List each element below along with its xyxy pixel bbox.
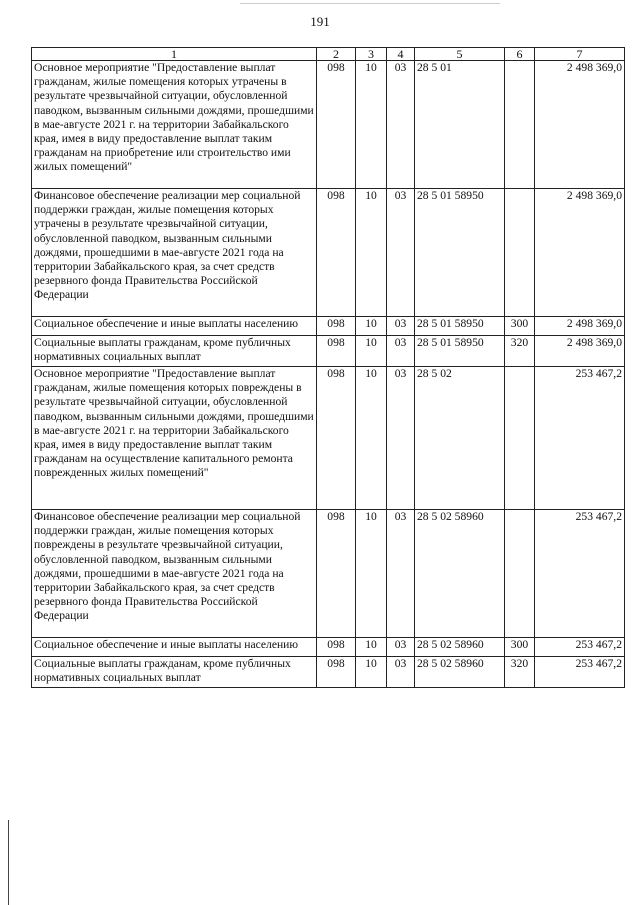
row-amount: 2 498 369,0 [535, 61, 625, 189]
table-row [32, 336, 625, 367]
row-ministry-code: 098 [317, 657, 356, 688]
row-name: Социальное обеспечение и иные выплаты населению [32, 638, 317, 657]
header-col-5: 5 [415, 48, 505, 61]
row-section-code: 10 [356, 367, 387, 510]
budget-table [31, 47, 625, 688]
table-row [32, 510, 625, 638]
row-section-code: 10 [356, 317, 387, 336]
row-section-code: 10 [356, 510, 387, 638]
row-expense-type [505, 189, 535, 317]
scan-edge-line [8, 820, 9, 905]
row-name: Основное мероприятие "Предоставление выплат гражданам, жилые помещения которых утрачены в результате чрезвычайной ситуации, обусловленной паводком, вызванным сильными дождями, прошедшими в мае-августе 2021 г. на территории Забайкальского края, имея в виду предоставление выплат таким гражданам на приобретение или строительство ими жилых помещений" [32, 61, 317, 189]
header-col-4: 4 [387, 48, 415, 61]
row-target-article: 28 5 01 58950 [415, 189, 505, 317]
row-expense-type [505, 510, 535, 638]
row-target-article: 28 5 01 58950 [415, 317, 505, 336]
table-row [32, 638, 625, 657]
row-expense-type: 300 [505, 317, 535, 336]
scan-artifact-line [240, 3, 500, 4]
table-row [32, 367, 625, 510]
row-name: Социальные выплаты гражданам, кроме публичных нормативных социальных выплат [32, 336, 317, 367]
row-ministry-code: 098 [317, 367, 356, 510]
row-target-article: 28 5 02 [415, 367, 505, 510]
row-amount: 253 467,2 [535, 657, 625, 688]
row-name: Социальные выплаты гражданам, кроме публичных нормативных социальных выплат [32, 657, 317, 688]
header-col-1: 1 [32, 48, 317, 61]
row-subsection-code: 03 [387, 317, 415, 336]
row-name: Финансовое обеспечение реализации мер социальной поддержки граждан, жилые помещения которых повреждены в результате чрезвычайной ситуации, обусловленной паводком, вызванным сильными дождями, прошедшими в мае-августе 2021 года на территории Забайкальского края, за счет средств резервного фонда Правительства Российской Федерации [32, 510, 317, 638]
table-row [32, 189, 625, 317]
table-row [32, 657, 625, 688]
row-target-article: 28 5 02 58960 [415, 657, 505, 688]
header-col-3: 3 [356, 48, 387, 61]
row-amount: 2 498 369,0 [535, 189, 625, 317]
row-section-code: 10 [356, 657, 387, 688]
row-section-code: 10 [356, 189, 387, 317]
row-expense-type: 300 [505, 638, 535, 657]
row-expense-type: 320 [505, 336, 535, 367]
row-ministry-code: 098 [317, 189, 356, 317]
page-number: 191 [310, 14, 330, 29]
row-expense-type [505, 367, 535, 510]
row-ministry-code: 098 [317, 638, 356, 657]
row-name: Финансовое обеспечение реализации мер социальной поддержки граждан, жилые помещения которых утрачены в результате чрезвычайной ситуации, обусловленной паводком, вызванным сильными дождями, прошедшими в мае-августе 2021 года на территории Забайкальского края, за счет средств резервного фонда Правительства Российской Федерации [32, 189, 317, 317]
row-amount: 253 467,2 [535, 510, 625, 638]
row-target-article: 28 5 02 58960 [415, 638, 505, 657]
table-header-row [32, 48, 625, 61]
header-col-6: 6 [505, 48, 535, 61]
row-section-code: 10 [356, 638, 387, 657]
row-subsection-code: 03 [387, 657, 415, 688]
row-ministry-code: 098 [317, 510, 356, 638]
row-subsection-code: 03 [387, 367, 415, 510]
row-section-code: 10 [356, 336, 387, 367]
row-amount: 253 467,2 [535, 638, 625, 657]
row-name: Социальное обеспечение и иные выплаты населению [32, 317, 317, 336]
row-target-article: 28 5 01 58950 [415, 336, 505, 367]
row-amount: 2 498 369,0 [535, 336, 625, 367]
row-subsection-code: 03 [387, 336, 415, 367]
row-subsection-code: 03 [387, 61, 415, 189]
row-subsection-code: 03 [387, 510, 415, 638]
header-col-7: 7 [535, 48, 625, 61]
row-expense-type: 320 [505, 657, 535, 688]
row-amount: 2 498 369,0 [535, 317, 625, 336]
row-subsection-code: 03 [387, 638, 415, 657]
row-ministry-code: 098 [317, 61, 356, 189]
row-section-code: 10 [356, 61, 387, 189]
row-name: Основное мероприятие "Предоставление выплат гражданам, жилые помещения которых повреждены в результате чрезвычайной ситуации, обусловленной паводком, вызванным сильными дождями, прошедшими в мае-августе 2021 г. на территории Забайкальского края, имея в виду предоставление выплат таким гражданам на осуществление капитального ремонта поврежденных жилых помещений" [32, 367, 317, 510]
table-row [32, 317, 625, 336]
row-ministry-code: 098 [317, 317, 356, 336]
table-row [32, 61, 625, 189]
row-ministry-code: 098 [317, 336, 356, 367]
row-target-article: 28 5 02 58960 [415, 510, 505, 638]
row-target-article: 28 5 01 [415, 61, 505, 189]
header-col-2: 2 [317, 48, 356, 61]
row-subsection-code: 03 [387, 189, 415, 317]
row-amount: 253 467,2 [535, 367, 625, 510]
row-expense-type [505, 61, 535, 189]
